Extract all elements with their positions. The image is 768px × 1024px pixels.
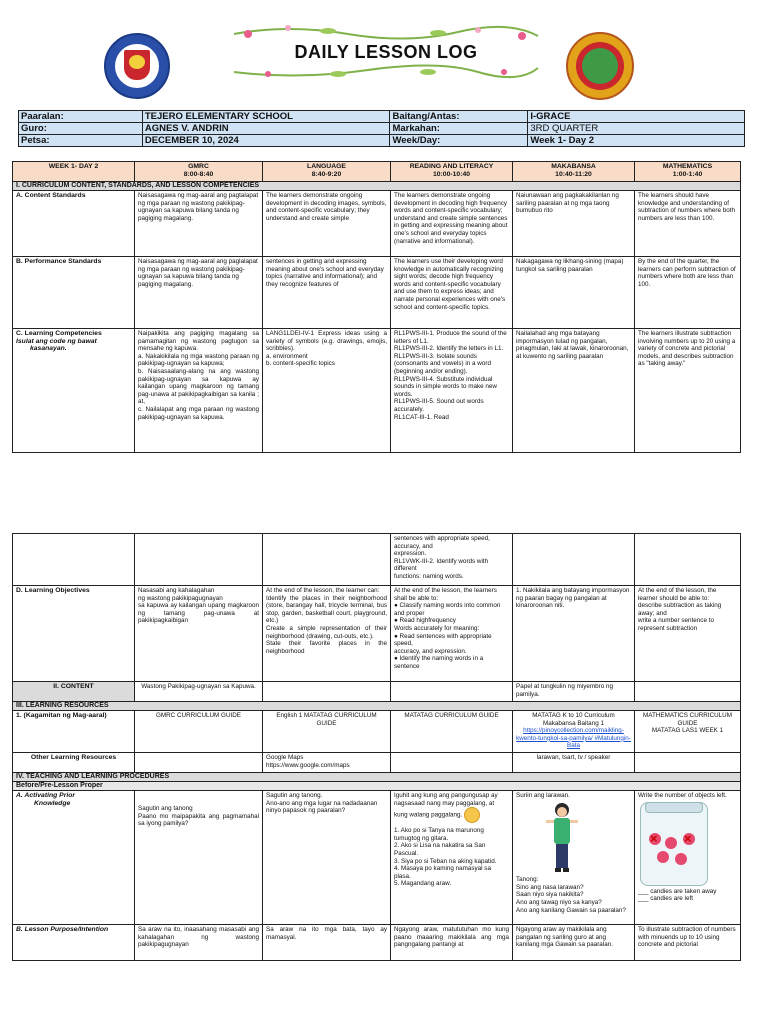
competencies-sublabel: Isulat ang code ng bawat [16, 337, 97, 345]
cell-language: English 1 MATATAG CURRICULUM GUIDE [263, 711, 391, 753]
cell-makabansa: larawan, tsart, tv / speaker [513, 753, 635, 773]
school-value: TEJERO ELEMENTARY SCHOOL [142, 111, 390, 123]
activating-knowledge-row [13, 791, 741, 925]
info-row [19, 111, 745, 123]
cell-gmrc: Sagutin ang tanong Paano mo maipapakita ang pagmamahal sa iyong pamilya? [135, 791, 263, 925]
lesson-table-page1 [12, 161, 741, 453]
cell-empty [513, 534, 635, 586]
cell-gmrc: GMRC CURRICULUM GUIDE [135, 711, 263, 753]
row-label: II. CONTENT [13, 682, 135, 702]
cell-math: The learners should have knowledge and understanding of subtraction of numbers where both numbers are less than 100. [635, 191, 741, 257]
week-label: Week/Day: [390, 135, 528, 147]
learning-objectives-row [13, 586, 741, 682]
row-label: 1. (Kagamitan ng Mag-aaral) [13, 711, 135, 753]
language-header: LANGUAGE 8:40-9:20 [263, 162, 391, 182]
competencies-sublabel2: kasanayan. [30, 345, 67, 353]
reading-header: READING AND LITERACY 10:00-10:40 [391, 162, 513, 182]
performance-standards-row [13, 257, 741, 329]
cell-empty [13, 534, 135, 586]
cell-empty [135, 534, 263, 586]
mathematics-header: MATHEMATICS 1:00-1:40 [635, 162, 741, 182]
lesson-table-page2 [12, 533, 741, 961]
cell-empty [391, 753, 513, 773]
cell-empty [635, 534, 741, 586]
competencies-label: C. Learning Competencies [16, 330, 102, 337]
date-label: Petsa: [19, 135, 143, 147]
cell-math: MATHEMATICS CURRICULUM GUIDE MATATAG LAS1 WEEK 1 [635, 711, 741, 753]
cell-gmrc: Naipakikita ang pagiging magalang sa pamamagitan ng wastong pagtugon sa mensahe ng kapuwa. a. Nakakikilala ng mga wastong paraan ng pakikipag-ugnayan sa kapuwa; b. Naisasaalang-alang na ang wastong pakikipag-ugnayan sa kapuwa ay kailangan upang magkaroon ng tamang pag-unawa at pakikipagkaibigan sa kanila ; at, c. Nailalapat ang mga paraan ng wastong pakikipag-ugnayan sa kapuwa. [135, 329, 263, 453]
date-value: DECEMBER 10, 2024 [142, 135, 390, 147]
cell-reading: Iguhit ang kung ang pangungusap ay nagsasaad nang may paggalang, at kung walang paggalang. 1. Ako po si Tanya na marunong tumugtog ng gitara. 2. Ako si Lisa na nakatira sa San Pascual. 3. Siya po si Teban na aking kapatid. 4. Masaya po kaming namasyal sa plasa. 5. Magandang araw. [391, 791, 513, 925]
cell-language: Sagutin ang tanong. Ano-ano ang mga lugar na nadadaanan ninyo papasok ng paaralan? [263, 791, 391, 925]
school-seal-logo [566, 32, 634, 100]
section-row [13, 702, 741, 711]
cell-math: The learners illustrate subtraction involving numbers up to 20 using a variety of concrete and pictorial models, and describes subtraction as "taking away." [635, 329, 741, 453]
section-resources: III. LEARNING RESOURCES [13, 702, 741, 711]
row-label [13, 329, 135, 453]
materials-row [13, 711, 741, 753]
cell-gmrc: Wastong Pakikipag-ugnayan sa Kapuwa. [135, 682, 263, 702]
school-label: Paaralan: [19, 111, 143, 123]
grade-label: Baitang/Antas: [390, 111, 528, 123]
cell-language: Google Maps https://www.google.com/maps [263, 753, 391, 773]
info-row [19, 123, 745, 135]
learning-competencies-row [13, 329, 741, 453]
week-day-header: WEEK 1- DAY 2 [13, 162, 135, 182]
row-label: A. Activating Prior Knowledge [13, 791, 135, 925]
cell-makabansa: Ngayong araw ay makikilala ang pangalan ng sariling guro at ang kanilang mga Gawain sa paaralan. [513, 925, 635, 961]
cell-math: To illustrate subtraction of numbers with minuends up to 10 using concrete and pictorial [635, 925, 741, 961]
row-label: D. Learning Objectives [13, 586, 135, 682]
cell-math: Write the number of objects left. × × ___ candies are taken away ___ candies are left [635, 791, 741, 925]
cell-makabansa: Naiunawaan ang pagkakakilanlan ng sariling paaralan at ng mga taong bumubuo rito [513, 191, 635, 257]
cell-makabansa: Papel at tungkulin ng miyembro ng pamilya. [513, 682, 635, 702]
section-procedures: IV. TEACHING AND LEARNING PROCEDURES [13, 773, 741, 782]
cell-empty [391, 682, 513, 702]
cell-language: The learners demonstrate ongoing development in decoding images, symbols, and content-specific vocabulary; they understand and create simple [263, 191, 391, 257]
cell-empty [135, 753, 263, 773]
cell-makabansa: Suriin ang larawan. Tanong: Sino ang nasa larawan? Saan niyo siya nakikita? Ano ang tawag niyo sa kanya? Ano ang kanilang Gawain sa paaralan? [513, 791, 635, 925]
cell-empty [263, 534, 391, 586]
cell-language: Sa araw na ito mga bata, tayo ay mamasyal. [263, 925, 391, 961]
row-label: Other Learning Resources [13, 753, 135, 773]
cell-reading: sentences with appropriate speed, accuracy, and expression. RL1VWK-III-2. Identify words with different functions: naming words. [391, 534, 513, 586]
cell-language: LANG1LDEI-IV-1 Express ideas using a variety of symbols (e.g. drawings, emojis, scribbles). a. environment b. content-specific topics [263, 329, 391, 453]
week-value: Week 1- Day 2 [528, 135, 745, 147]
cell-gmrc: Naisasagawa ng mag-aaral ang pagtalapat ng mga paraan ng wastong pakikipag-ugnayan sa kapuwa bilang tanda ng pagiging magalang. [135, 191, 263, 257]
cell-language: sentences in getting and expressing meaning about one's school and everyday topics (narrative and informational); and they recognize features of [263, 257, 391, 329]
column-header-row [13, 162, 741, 182]
cell-makabansa: 1. Nakikilala ang batayang impormasyon ng paaran bagay ng pangalan at kinaroroonan niti. [513, 586, 635, 682]
cell-reading: At the end of the lesson, the learners shall be able to: ● Classify naming words into common and proper ● Read highfrequency Words accurately for meaning: ● Read sentences with appropriate speed, accuracy, and expression. ● Identify the naming words in a sentence [391, 586, 513, 682]
cell-makabansa: Nailalahad ang mga batayang impormasyon tulad ng pangalan, pinagmulan, laki at lawak, kinaroroonan, at kuwento ng sariling paaralan [513, 329, 635, 453]
section-row [13, 773, 741, 782]
resource-link[interactable]: https://pinoycollection.com/maikling-kwento-tungkol-sa-pamilya/ #Matulungin-Bata [516, 727, 631, 750]
competencies-continued-row [13, 534, 741, 586]
cell-empty [635, 753, 741, 773]
lesson-purpose-row [13, 925, 741, 961]
cell-reading: RL1PWS-III-1. Produce the sound of the letters of L1. RL1PWS-III-2. Identify the letters in L1. RL1PWS-III-3. Isolate sounds (consonants and vowels) in a word (beginning and/or ending). RL1PWS-III-4. Substitute individual sounds in simple words to make new words. RL1PWS-III-5. Sound out words accurately. RL1CAT-III-1. Read [391, 329, 513, 453]
subsection-before-lesson: Before/Pre-Lesson Proper [13, 782, 741, 791]
teacher-label: Guro: [19, 123, 143, 135]
gmrc-header: GMRC 8:00-8:40 [135, 162, 263, 182]
document-title: DAILY LESSON LOG [294, 42, 478, 62]
sad-face-icon [464, 807, 480, 823]
section-curriculum: I. CURRICULUM CONTENT, STANDARDS, AND LESSON COMPETENCIES [13, 182, 741, 191]
makabansa-header: MAKABANSA 10:40-11:20 [513, 162, 635, 182]
cell-math: By the end of the quarter, the learners can perform subtraction of numbers where both are less than 100. [635, 257, 741, 329]
info-row [19, 135, 745, 147]
row-label: A. Content Standards [13, 191, 135, 257]
cell-empty [263, 682, 391, 702]
quarter-label: Markahan: [390, 123, 528, 135]
row-label: B. Lesson Purpose/Intention [13, 925, 135, 961]
candy-jar-illustration: × × [640, 802, 708, 886]
content-row [13, 682, 741, 702]
info-table [18, 110, 745, 147]
cell-gmrc: Naisasagawa ng mag-aaral ang paglalapat ng mga paraan ng wastong pakikipag-ugnayan sa kapuwa bilang tanda ng pagiging magalang. [135, 257, 263, 329]
teacher-value: AGNES V. ANDRIN [142, 123, 390, 135]
teacher-illustration [532, 800, 592, 874]
section-row [13, 182, 741, 191]
other-resources-row [13, 753, 741, 773]
deped-seal-logo [104, 33, 170, 99]
content-standards-row [13, 191, 741, 257]
cell-makabansa: MATATAG K to 10 Curriculum Makabansa Baitang 1 https://pinoycollection.com/maikling-kwento-tungkol-sa-pamilya/ #Matulungin-Bata [513, 711, 635, 753]
row-label: B. Performance Standards [13, 257, 135, 329]
cell-empty [635, 682, 741, 702]
cell-reading: MATATAG CURRICULUM GUIDE [391, 711, 513, 753]
quarter-value: 3RD QUARTER [528, 123, 745, 135]
cell-reading: Ngayong araw, matututuhan mo kung paano maaaring makikilala ang mga pangngalang pantangi at [391, 925, 513, 961]
cell-gmrc: Sa araw na ito, inaasahang masasabi ang kahalagahan ng wastong pakikipagugnayan [135, 925, 263, 961]
cell-makabansa: Nakagagawa ng likhang-sining (mapa) tungkol sa sariling paaralan [513, 257, 635, 329]
cell-gmrc: Nasasabi ang kahalagahan ng wastong pakikipagugnayan sa kapuwa ay kailangan upang magkaroon ng tamang pag-unawa at pakikipagkaibigan [135, 586, 263, 682]
cell-language: At the end of the lesson, the learner can: Identify the places in their neighborhood (store, barangay hall, tricycle terminal, bus stop, garden, basketball court, playground, etc.) Create a simple representation of their neighborhood (drawing, cut-outs, etc.). State their favorite places in the neighborhood [263, 586, 391, 682]
cell-reading: The learners use their developing word knowledge in automatically recognizing sight words; decode high frequency words and content-specific vocabulary and use them to express ideas; and narrate personal experiences with one's school and content-specific topics. [391, 257, 513, 329]
section-row [13, 782, 741, 791]
cell-reading: The learners demonstrate ongoing development in decoding high frequency words and content-specific vocabulary; understand and create simple sentences in getting and expressing meaning about one's school and everyday topics (narrative and informational). [391, 191, 513, 257]
grade-value: I-GRACE [528, 111, 745, 123]
cell-math: At the end of the lesson, the learner should be able to: describe subtraction as taking away; and write a number sentence to represent subtraction [635, 586, 741, 682]
